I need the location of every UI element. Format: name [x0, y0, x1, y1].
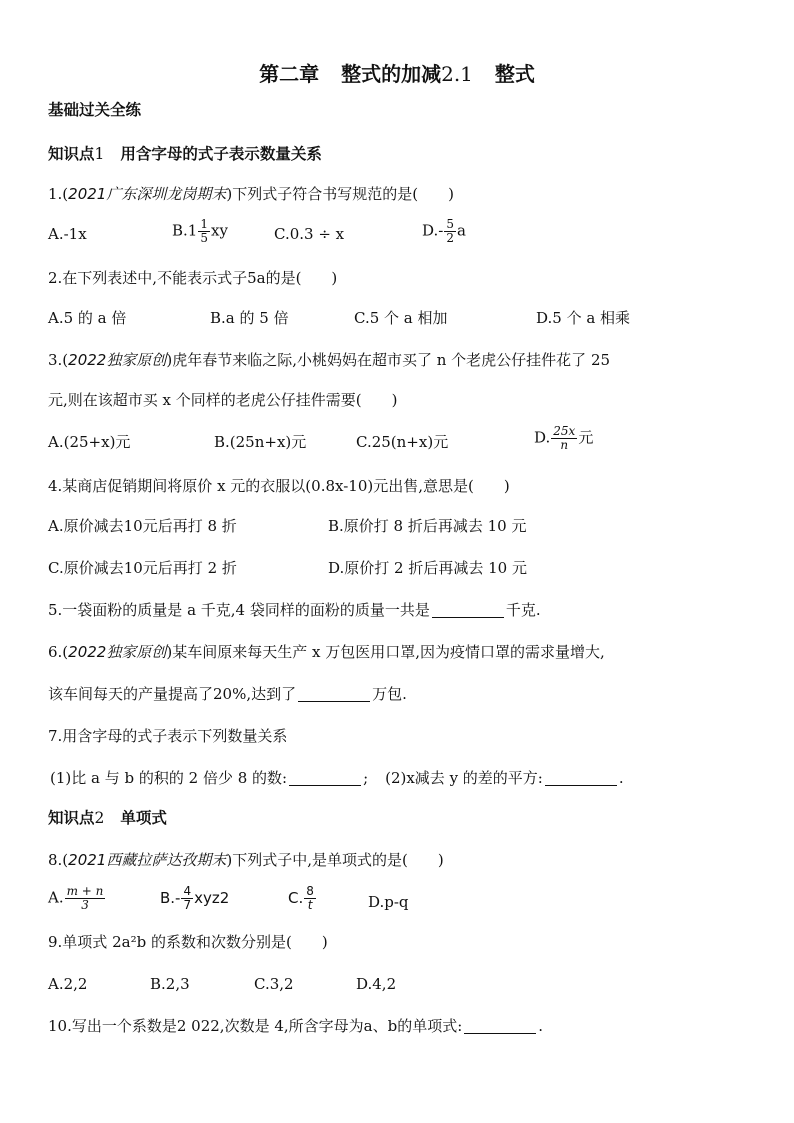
answer-blank[interactable] [298, 685, 370, 702]
part-heading: 基础过关全练 [48, 101, 142, 119]
section-number: 2.1 [441, 62, 473, 86]
option-a[interactable]: A.5 的 a 倍 [48, 309, 127, 327]
option-d[interactable]: D.p-q [368, 893, 409, 911]
option-b[interactable]: B.(25n+x)元 [214, 433, 307, 451]
option-d[interactable]: D.原价打 2 折后再减去 10 元 [328, 559, 527, 577]
page-title [0, 58, 794, 87]
answer-blank[interactable] [545, 769, 617, 786]
option-c[interactable]: C.0.3 ÷ x [274, 225, 345, 243]
option-b[interactable]: B.2,3 [150, 975, 190, 993]
question-3-stem-line-1: 3.(2022独家原创)虎年春节来临之际,小桃妈妈在超市买了 n 个老虎公仔挂件花了 25 [48, 351, 611, 369]
option-d[interactable]: D.5 个 a 相乘 [536, 309, 631, 327]
question-4-stem: 4.某商店促销期间将原价 x 元的衣服以(0.8x-10)元出售,意思是( ) [48, 477, 510, 495]
question-1-stem: 1.(2021广东深圳龙岗期末)下列式子符合书写规范的是( ) [48, 185, 454, 203]
option-d[interactable]: D.- $\frac{5}{2}$ a [422, 217, 466, 245]
chapter-topic: 整式的加减 [341, 62, 442, 86]
question-source: 2021西藏拉萨达孜期末 [68, 851, 227, 869]
question-5: 5.一袋面粉的质量是 a 千克,4 袋同样的面粉的质量一共是 千克. [48, 601, 541, 619]
fraction: $\frac{5}{2}$ [446, 217, 454, 245]
question-9-stem: 9.单项式 2a²b 的系数和次数分别是( ) [48, 933, 328, 951]
question-8-stem: 8.(2021西藏拉萨达孜期末)下列式子中,是单项式的是( ) [48, 851, 444, 869]
option-c[interactable]: C.3,2 [254, 975, 294, 993]
option-c[interactable]: C. $\frac{8}{t}$ [288, 884, 314, 912]
option-a[interactable]: A.-1x [48, 225, 87, 243]
option-d[interactable]: D.4,2 [356, 975, 397, 993]
knowledge-point-2-heading: 知识点2 单项式 [48, 809, 167, 827]
fraction: $\frac{1}{5}$ [200, 217, 208, 245]
fraction: $\frac{m + n}{3}$ [66, 884, 104, 912]
option-a[interactable]: A.(25+x)元 [48, 433, 131, 451]
option-b[interactable]: B.原价打 8 折后再减去 10 元 [328, 517, 527, 535]
question-7-subparts: (1)比 a 与 b 的积的 2 倍少 8 的数: ; (2)x减去 y 的差的平方: . [50, 769, 624, 787]
option-a[interactable]: A.2,2 [48, 975, 88, 993]
question-2-stem: 2.在下列表述中,不能表示式子5a的是( ) [48, 269, 338, 287]
fraction: $\frac{25x}{n}$ [553, 424, 576, 452]
option-d[interactable]: D. $\frac{25x}{n}$ 元 [534, 424, 594, 452]
question-6-line-2: 该车间每天的产量提高了20%,达到了 万包. [48, 685, 407, 703]
option-b[interactable]: B.a 的 5 倍 [210, 309, 289, 327]
answer-blank[interactable] [432, 601, 504, 618]
option-c[interactable]: C.25(n+x)元 [356, 433, 449, 451]
option-a[interactable]: A.原价减去10元后再打 8 折 [48, 517, 237, 535]
option-c[interactable]: C.原价减去10元后再打 2 折 [48, 559, 237, 577]
option-b[interactable]: B.1 $\frac{1}{5}$ xy [172, 217, 228, 245]
option-a[interactable]: A. $\frac{m + n}{3}$ [48, 884, 104, 912]
section-title: 整式 [494, 62, 535, 86]
question-3-stem-line-2: 元,则在该超市买 x 个同样的老虎公仔挂件需要( ) [48, 391, 398, 409]
fraction: $\frac{8}{t}$ [306, 884, 314, 912]
answer-blank[interactable] [289, 769, 361, 786]
chapter-label: 第二章 [259, 62, 320, 86]
question-source: 2021广东深圳龙岗期末 [68, 185, 227, 203]
answer-blank[interactable] [464, 1017, 536, 1034]
question-6-line-1: 6.(2022独家原创)某车间原来每天生产 x 万包医用口罩,因为疫情口罩的需求量增大, [48, 643, 605, 661]
knowledge-point-1-heading: 知识点1 用含字母的式子表示数量关系 [48, 145, 322, 163]
option-b[interactable]: B.- $\frac{4}{7}$ xyz2 [160, 884, 230, 912]
question-source: 2022独家原创 [68, 351, 167, 369]
question-7-stem: 7.用含字母的式子表示下列数量关系 [48, 727, 288, 745]
question-source: 2022独家原创 [68, 643, 167, 661]
question-10: 10.写出一个系数是2 022,次数是 4,所含字母为a、b的单项式: . [48, 1017, 544, 1035]
fraction: $\frac{4}{7}$ [183, 884, 192, 912]
option-c[interactable]: C.5 个 a 相加 [354, 309, 448, 327]
